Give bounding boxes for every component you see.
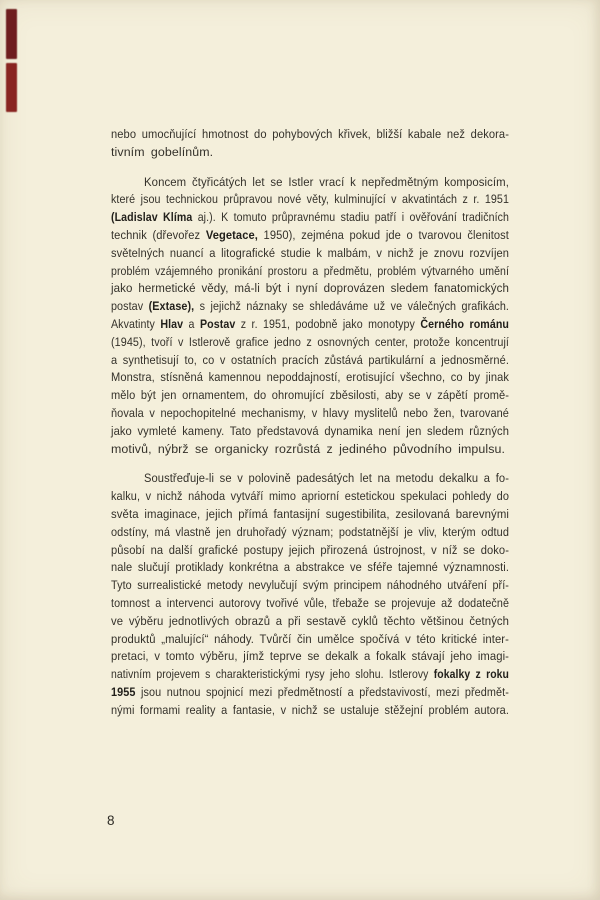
- text-line: jako hermetické vědy, má-li být i nyní doprovázen sledem fanatomických: [111, 281, 509, 296]
- text-line: Koncem čtyřicátých let se Istler vrací k nepředmětným komposicím,: [144, 174, 509, 189]
- text-line: Monstra, stísněná kamennou nepoddajností, erotisující všechno, co by jinak: [111, 370, 509, 385]
- spine-mark-2: [6, 63, 17, 112]
- text-block: [111, 126, 509, 720]
- text-line: nale slučují protiklady konkrétna a abstrakce ve sféře tajemné významnosti.: [111, 560, 509, 575]
- text-line: motivů, nýbrž se organicky rozrůstá z jediného původního impulsu.: [111, 441, 506, 456]
- text-line: (1945), tvoří v Istlerově grafice jedno z osnovných center, protože koncentrují: [111, 334, 509, 349]
- text-line: jako vymleté kameny. Tato představová dynamika není jen sledem různých: [111, 423, 509, 438]
- text-line: ve výběru jednotlivých obrazů a při sestavě cyklů těchto většinou četných: [111, 613, 509, 628]
- text-line: a synthetisují to, co v ostatních pracích zůstává partikulární a jednosměrné.: [111, 352, 509, 367]
- text-line: Akvatinty Hlav a Postav z r. 1951, podobně jako monotypy Černého románu: [111, 316, 509, 331]
- text-line: Soustřeďuje-li se v polovině padesátých let na metodu dekalku a fo-: [144, 471, 509, 486]
- text-line: nými formami reality a fantasie, v nichž se ustaluje stěžejní problém autora.: [111, 702, 509, 717]
- text-line: kalku, v nichž náhoda vytváří mimo apriorní estetickou spekulaci pohledy do: [111, 489, 509, 504]
- text-line: působí na další grafické postupy jejich přirozená ústrojnost, v níž se doko-: [111, 542, 509, 557]
- text-line: tivním gobelínům.: [111, 144, 214, 159]
- text-line: (Ladislav Klíma aj.). K tomuto průpravnému stadiu patří i ověřování tradičních: [111, 210, 509, 225]
- text-line: pretaci, v tomto výběru, jímž teprve se dekalk a fokalk stávají jeho imagi-: [111, 649, 509, 664]
- paragraph: [111, 126, 509, 162]
- text-line: problém vzájemného pronikání prostoru a předmětu, problém výtvarného umění: [111, 263, 509, 278]
- text-line: odstíny, má vlastně jen druhořadý význam; podstatnější je vliv, kterým odtud: [111, 524, 509, 539]
- text-line: světelných nuancí a litografické studie k malbám, v nichž je znovu rozvíjen: [111, 245, 509, 260]
- text-line: postav (Extase), s jejichž náznaky se shledáváme už ve válečných grafikách.: [111, 299, 509, 314]
- text-line: nebo umocňující hmotnost do pohybových křivek, bližší kabale než dekora-: [111, 127, 509, 141]
- paragraph: [111, 174, 509, 459]
- text-line: tomnost a intervenci autorovy tvořivé vůle, třebaže se projevuje až dodatečně: [111, 595, 509, 610]
- text-line: 1955 jsou nutnou spojnicí mezi předmětností a představivostí, mezi předmět-: [111, 684, 509, 699]
- page-number: 8: [107, 813, 115, 828]
- text-line: nativním projevem s charakteristickými rysy jeho slohu. Istlerovy fokalky z roku: [111, 667, 509, 682]
- paragraph: [111, 470, 509, 719]
- text-line: technik (dřevořez Vegetace, 1950), zejména pokud jde o tvarovou členitost: [111, 227, 509, 242]
- spine-mark-1: [6, 9, 17, 59]
- text-line: světa imaginace, jejich přímá fantasijní sugestibilita, zesilovaná barevnými: [111, 506, 509, 521]
- text-line: které jsou technickou průpravou nové věty, kulminující v akvatintách z r. 1951: [111, 192, 509, 207]
- text-line: produktů „malující“ náhody. Tvůrčí čin umělce spočívá v této kritické inter-: [111, 631, 509, 646]
- text-line: mělo být jen ornamentem, do ohromující zběsilosti, aby se v zápětí promě-: [111, 388, 509, 403]
- text-line: ňovala v nepochopitelné mechanismy, v hlavy myslitelů nebo žen, tvarované: [111, 405, 509, 420]
- text-line: Tyto surrealistické metody nevylučují svým principem náhodného utváření pří-: [111, 578, 509, 593]
